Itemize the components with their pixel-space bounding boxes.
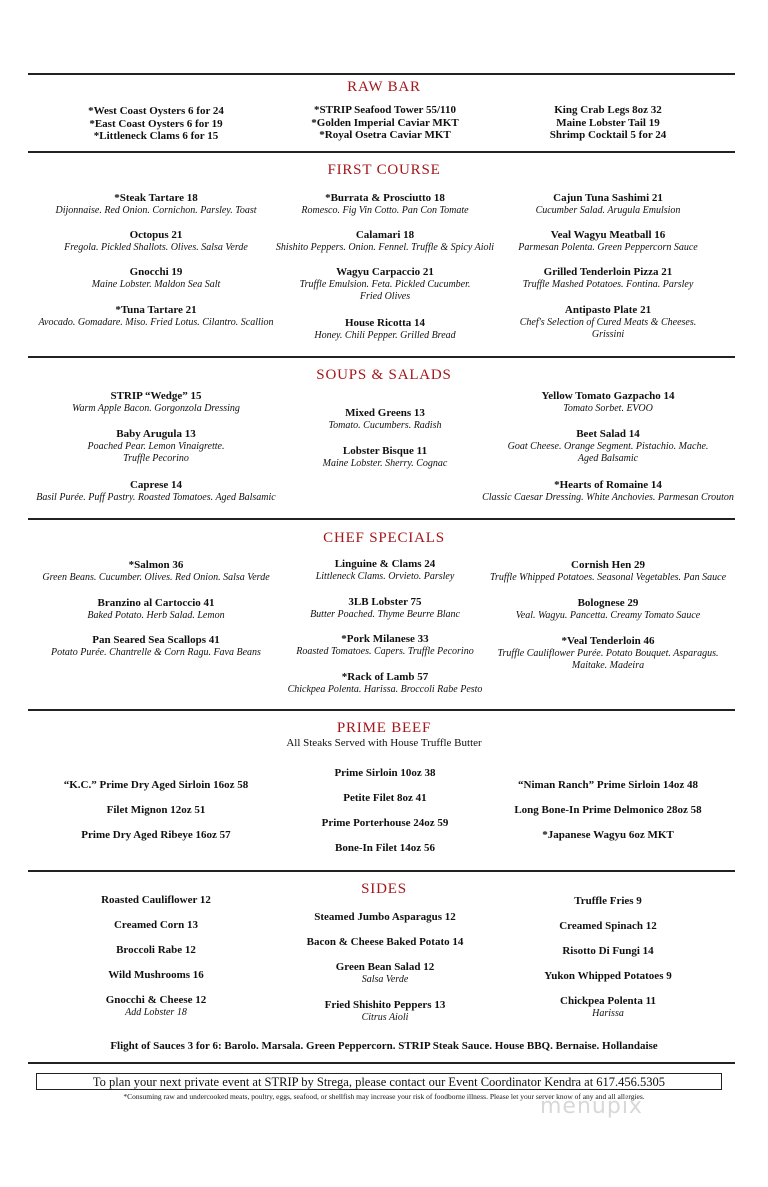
raw-bar-title: RAW BAR	[347, 79, 421, 95]
menu-item	[22, 919, 290, 932]
item-name: *Rack of Lamb 57	[341, 671, 429, 683]
item-name: Chickpea Polenta 11	[560, 995, 656, 1007]
sauces-line: Flight of Sauces 3 for 6: Barolo. Marsala. Green Peppercorn. STRIP Steak Sauce. House BBQ. Bernaise. Hollandaise	[110, 1040, 658, 1052]
menu-item: *Littleneck Clams 6 for 15	[93, 130, 219, 142]
item-name: Yukon Whipped Potatoes 9	[544, 970, 672, 982]
menu-item: Prime Dry Aged Ribeye 16oz 57	[81, 829, 231, 841]
menu-item	[480, 895, 736, 908]
menu-item	[22, 390, 290, 415]
menu-item: Prime Sirloin 10oz 38	[334, 767, 436, 779]
menu-item	[22, 559, 290, 584]
soups-salads-col-1	[22, 390, 290, 510]
item-desc: Dijonnaise. Red Onion. Cornichon. Parsley. Toast	[55, 205, 257, 216]
first-course-col-3	[480, 192, 736, 347]
raw-bar-col-2	[268, 104, 502, 142]
item-desc: Roasted Tomatoes. Capers. Truffle Pecorino	[296, 646, 474, 657]
menu-item	[22, 479, 290, 504]
sides-col-3	[480, 895, 736, 1025]
item-desc: Chef's Selection of Cured Meats & Cheeses.	[519, 317, 697, 328]
menu-item	[480, 390, 736, 415]
item-name: Truffle Fries 9	[574, 895, 642, 907]
item-name: Creamed Corn 13	[113, 919, 199, 931]
menu-item	[480, 597, 736, 622]
soups-salads-title: SOUPS & SALADS	[316, 367, 452, 383]
item-desc: Classic Caesar Dressing. White Anchovies. Parmesan Crouton	[482, 492, 734, 503]
item-name: *Salmon 36	[128, 559, 184, 571]
item-desc: Aged Balsamic	[577, 453, 639, 464]
menu-item: “K.C.” Prime Dry Aged Sirloin 16oz 58	[63, 779, 249, 791]
menu-item	[22, 304, 290, 329]
menu-item	[268, 999, 502, 1024]
prime-beef-col-1	[22, 779, 290, 849]
item-name: 3LB Lobster 75	[348, 596, 422, 608]
watermark: menupix	[540, 1094, 643, 1119]
item-name: Mixed Greens 13	[345, 407, 425, 419]
item-desc: Maine Lobster. Sherry. Cognac	[322, 458, 448, 469]
item-name: Branzino al Cartoccio 41	[97, 597, 215, 609]
menu-item: Maine Lobster Tail 19	[556, 116, 660, 129]
prime-beef-title: PRIME BEEF	[336, 720, 432, 736]
menu-item	[22, 944, 290, 957]
menu-item	[22, 634, 290, 659]
menu-item: *Royal Osetra Caviar MKT	[319, 129, 451, 141]
item-desc: Truffle Whipped Potatoes. Seasonal Vegetables. Pan Sauce	[489, 572, 727, 583]
chef-specials-title: CHEF SPECIALS	[323, 530, 445, 546]
first-course-col-1	[22, 192, 290, 342]
item-name: Caprese 14	[129, 479, 183, 491]
item-desc: Poached Pear. Lemon Vinaigrette.	[87, 441, 225, 452]
first-course-col-2	[268, 192, 502, 347]
raw-bar-col-1	[22, 105, 290, 143]
item-name: Creamed Spinach 12	[559, 920, 657, 932]
divider-prime-beef	[28, 709, 735, 711]
item-desc: Warm Apple Bacon. Gorgonzola Dressing	[72, 403, 240, 414]
divider-first-course	[28, 151, 735, 153]
item-name: Fried Shishito Peppers 13	[324, 999, 446, 1011]
menu-item: Prime Porterhouse 24oz 59	[321, 817, 449, 829]
menu-item	[268, 266, 502, 303]
sides-col-1	[22, 894, 290, 1024]
item-desc: Avocado. Gomadare. Miso. Fried Lotus. Cilantro. Scallion	[38, 317, 274, 328]
menu-item	[268, 317, 502, 342]
menu-item: *Japanese Wagyu 6oz MKT	[542, 829, 674, 841]
menu-item	[480, 229, 736, 254]
item-desc: Add Lobster 18	[125, 1007, 187, 1018]
menu-item: *STRIP Seafood Tower 55/110	[314, 104, 456, 116]
item-desc: Parmesan Polenta. Green Peppercorn Sauce	[518, 242, 698, 253]
first-course-title: FIRST COURSE	[327, 162, 441, 178]
menu-item	[268, 596, 502, 621]
menu-item	[480, 970, 736, 983]
item-desc: Maitake. Madeira	[571, 660, 645, 671]
item-name: *Tuna Tartare 21	[115, 304, 197, 316]
menu-item	[268, 911, 502, 924]
item-name: Wild Mushrooms 16	[108, 969, 204, 981]
item-name: STRIP “Wedge” 15	[110, 390, 202, 402]
item-name: Grilled Tenderloin Pizza 21	[543, 266, 673, 278]
item-desc: Citrus Aioli	[361, 1012, 409, 1023]
sides-title: SIDES	[361, 881, 407, 897]
disclaimer: *Consuming raw and undercooked meats, poultry, eggs, seafood, or shellfish may increase your risk of foodborne illness. Please let your server know of any and all allergies.	[123, 1092, 645, 1101]
item-name: Gnocchi 19	[129, 266, 183, 278]
chef-specials-col-3	[480, 559, 736, 679]
item-desc: Fregola. Pickled Shallots. Olives. Salsa Verde	[64, 242, 248, 253]
menu-item	[268, 229, 502, 254]
menu-item: King Crab Legs 8oz 32	[554, 104, 662, 116]
item-name: Baby Arugula 13	[116, 428, 196, 440]
menu-item: *East Coast Oysters 6 for 19	[89, 117, 223, 130]
item-name: *Veal Tenderloin 46	[561, 635, 655, 647]
menu-item	[22, 192, 290, 217]
item-name: *Burrata & Prosciutto 18	[325, 192, 445, 204]
item-desc: Veal. Wagyu. Pancetta. Creamy Tomato Sauce	[515, 610, 701, 621]
menu-item	[22, 597, 290, 622]
item-name: *Pork Milanese 33	[341, 633, 429, 645]
menu-item	[22, 229, 290, 254]
item-desc: Truffle Pecorino	[123, 453, 189, 464]
menu-item	[22, 428, 290, 465]
item-desc: Goat Cheese. Orange Segment. Pistachio. Mache.	[507, 441, 709, 452]
menu-item: “Niman Ranch” Prime Sirloin 14oz 48	[518, 779, 698, 791]
item-name: *Hearts of Romaine 14	[554, 479, 662, 491]
menu-item	[480, 635, 736, 672]
menu-item	[268, 445, 502, 470]
menu-item: *Golden Imperial Caviar MKT	[311, 116, 459, 129]
item-name: Veal Wagyu Meatball 16	[550, 229, 666, 241]
menu-item: Filet Mignon 12oz 51	[106, 804, 206, 816]
item-desc: Romesco. Fig Vin Cotto. Pan Con Tomate	[301, 205, 469, 216]
prime-beef-col-2	[268, 767, 502, 862]
item-desc: Littleneck Clams. Orvieto. Parsley	[315, 571, 455, 582]
menu-item	[480, 192, 736, 217]
item-name: Cornish Hen 29	[571, 559, 645, 571]
item-desc: Honey. Chili Pepper. Grilled Bread	[314, 330, 456, 341]
item-desc: Butter Poached. Thyme Beurre Blanc	[310, 609, 460, 620]
item-desc: Shishito Peppers. Onion. Fennel. Truffle & Spicy Aioli	[275, 242, 495, 253]
menu-item	[268, 671, 502, 696]
soups-salads-col-3	[480, 390, 736, 510]
menu-item	[480, 304, 736, 341]
item-desc: Baked Potato. Herb Salad. Lemon	[87, 610, 225, 621]
item-name: Antipasto Plate 21	[564, 304, 652, 316]
item-name: Steamed Jumbo Asparagus 12	[314, 911, 456, 923]
prime-beef-subtitle: All Steaks Served with House Truffle Butter	[286, 737, 482, 749]
divider-chef-specials	[28, 518, 735, 520]
item-name: Octopus 21	[129, 229, 183, 241]
item-desc: Cucumber Salad. Arugula Emulsion	[535, 205, 681, 216]
item-name: Broccoli Rabe 12	[116, 944, 196, 956]
raw-bar-col-3	[480, 104, 736, 142]
item-desc: Tomato. Cucumbers. Radish	[328, 420, 442, 431]
event-notice: To plan your next private event at STRIP by Strega, please contact our Event Coordinator Kendra at 617.456.5305	[36, 1073, 722, 1090]
sides-col-2	[268, 911, 502, 1026]
item-desc: Salsa Verde	[361, 974, 409, 985]
menu-item: Shrimp Cocktail 5 for 24	[549, 129, 667, 141]
divider-soups-salads	[28, 356, 735, 358]
item-name: Yellow Tomato Gazpacho 14	[541, 390, 675, 402]
menu-item: Bone-In Filet 14oz 56	[335, 842, 435, 854]
item-desc: Chickpea Polenta. Harissa. Broccoli Rabe Pesto	[287, 684, 483, 695]
item-name: Gnocchi & Cheese 12	[105, 994, 207, 1006]
divider-top	[28, 73, 735, 75]
item-desc: Harissa	[592, 1008, 624, 1019]
menu-item	[480, 428, 736, 465]
menu-item	[268, 633, 502, 658]
menu-item: Petite Filet 8oz 41	[343, 792, 427, 804]
item-name: Wagyu Carpaccio 21	[336, 266, 434, 278]
menu-item	[268, 961, 502, 986]
chef-specials-col-1	[22, 559, 290, 669]
item-name: Lobster Bisque 11	[342, 445, 428, 457]
item-name: Pan Seared Sea Scallops 41	[92, 634, 220, 646]
menu-item	[22, 969, 290, 982]
item-desc: Grissini	[591, 329, 625, 340]
menu-item	[22, 894, 290, 907]
item-desc: Potato Purée. Chantrelle & Corn Ragu. Fava Beans	[51, 647, 261, 658]
item-name: House Ricotta 14	[344, 317, 426, 329]
menu-item: *West Coast Oysters 6 for 24	[88, 105, 224, 117]
item-name: Bacon & Cheese Baked Potato 14	[306, 936, 464, 948]
menu-item	[480, 266, 736, 291]
menu-item	[268, 192, 502, 217]
divider-sides	[28, 870, 735, 872]
divider-bottom	[28, 1062, 735, 1064]
menu-item	[480, 995, 736, 1020]
item-name: Bolognese 29	[577, 597, 639, 609]
menu-item	[480, 479, 736, 504]
item-desc: Maine Lobster. Maldon Sea Salt	[91, 279, 221, 290]
item-desc: Tomato Sorbet. EVOO	[563, 403, 653, 414]
item-name: *Steak Tartare 18	[114, 192, 198, 204]
item-name: Beet Salad 14	[576, 428, 640, 440]
item-name: Green Bean Salad 12	[335, 961, 435, 973]
menu-item	[22, 266, 290, 291]
item-name: Roasted Cauliflower 12	[101, 894, 211, 906]
menu-item	[268, 936, 502, 949]
soups-salads-col-2	[268, 407, 502, 477]
menu-item	[480, 920, 736, 933]
item-desc: Green Beans. Cucumber. Olives. Red Onion. Salsa Verde	[42, 572, 270, 583]
item-desc: Truffle Cauliflower Purée. Potato Bouquet. Asparagus.	[497, 648, 719, 659]
menu-item: Long Bone-In Prime Delmonico 28oz 58	[514, 804, 702, 816]
menu-item	[268, 407, 502, 432]
prime-beef-col-3	[480, 779, 736, 849]
menu-item	[268, 558, 502, 583]
menu-item	[480, 945, 736, 958]
item-name: Cajun Tuna Sashimi 21	[553, 192, 663, 204]
item-desc: Truffle Emulsion. Feta. Pickled Cucumber.	[299, 279, 471, 290]
item-desc: Fried Olives	[359, 291, 411, 302]
item-desc: Truffle Mashed Potatoes. Fontina. Parsley	[522, 279, 694, 290]
chef-specials-col-2	[268, 558, 502, 698]
item-name: Linguine & Clams 24	[334, 558, 436, 570]
item-name: Risotto Di Fungi 14	[562, 945, 654, 957]
menu-item	[22, 994, 290, 1019]
menu-item	[480, 559, 736, 584]
item-desc: Basil Purée. Puff Pastry. Roasted Tomatoes. Aged Balsamic	[36, 492, 276, 503]
item-name: Calamari 18	[355, 229, 415, 241]
